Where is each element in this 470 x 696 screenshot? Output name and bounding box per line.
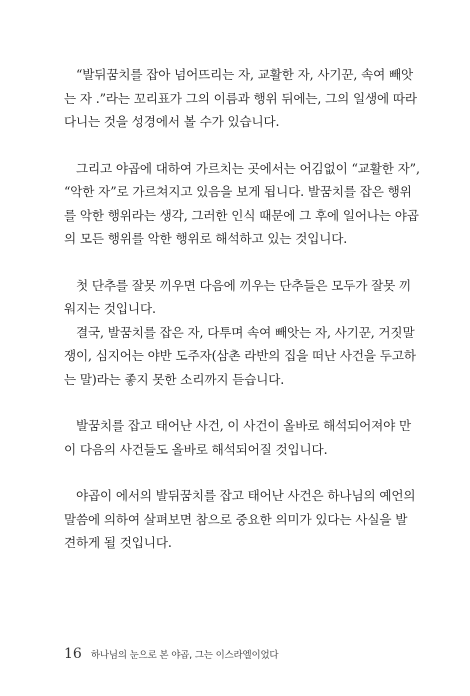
paragraph-3 xyxy=(64,274,416,392)
paragraph-gap xyxy=(64,391,406,414)
text-line: 이 다음의 사건들도 올바로 해석되어질 것입니다. xyxy=(64,441,328,457)
text-line: 말씀에 의하여 살펴보면 참으로 중요한 의미가 있다는 사실을 발 xyxy=(64,511,408,527)
paragraph-5 xyxy=(64,484,416,555)
text-line: 발꿈치를 잡고 태어난 사건, 이 사건이 올바로 해석되어져야 만 xyxy=(76,418,412,433)
paragraph-gap xyxy=(64,461,406,484)
text-line: 는 말)라는 좋지 못한 소리까지 듣습니다. xyxy=(64,371,285,387)
paragraph-4 xyxy=(64,414,412,461)
running-title: 하나님의 눈으로 본 야곱, 그는 이스라엘이었다 xyxy=(90,650,279,661)
text-line: 는 자 .”라는 꼬리표가 그의 이름과 행위 뒤에는, 그의 일생에 따라 xyxy=(64,90,417,106)
paragraph-1 xyxy=(64,63,417,134)
paragraph-2 xyxy=(64,157,420,251)
text-line: 를 악한 행위라는 생각, 그러한 인식 때문에 그 후에 일어나는 야곱 xyxy=(64,207,419,223)
body-text xyxy=(64,63,420,555)
paragraph-gap xyxy=(64,251,406,274)
text-line: 결국, 발꿈치를 잡은 자, 다투며 속여 빼앗는 자, 사기꾼, 거짓말 xyxy=(76,324,415,340)
text-line: 첫 단추를 잘못 끼우면 다음에 끼우는 단추들은 모두가 잘못 끼 xyxy=(76,277,412,293)
text-line: 그리고 야곱에 대하여 가르치는 곳에서는 어김없이 “교활한 자”, xyxy=(76,160,420,176)
text-line: 워지는 것입니다. xyxy=(64,301,156,316)
page-number: 16 xyxy=(64,646,82,662)
text-line: 다니는 것을 성경에서 볼 수가 있습니다. xyxy=(64,114,280,129)
text-line: “악한 자”로 가르쳐지고 있음을 보게 됩니다. 발꿈치를 잡은 행위 xyxy=(64,184,412,199)
text-line: 쟁이, 심지어는 야반 도주자(삼촌 라반의 집을 떠난 사건을 두고하 xyxy=(64,348,416,363)
text-line: “발뒤꿈치를 잡아 넘어뜨리는 자, 교활한 자, 사기꾼, 속여 빼앗 xyxy=(76,67,414,82)
text-line: 야곱이 에서의 발뒤꿈치를 잡고 태어난 사건은 하나님의 예언의 xyxy=(76,488,416,503)
paragraph-gap xyxy=(64,134,406,157)
text-line: 견하게 될 것입니다. xyxy=(64,535,172,550)
text-line: 의 모든 행위를 악한 행위로 해석하고 있는 것입니다. xyxy=(64,231,348,246)
page-footer xyxy=(64,643,278,662)
